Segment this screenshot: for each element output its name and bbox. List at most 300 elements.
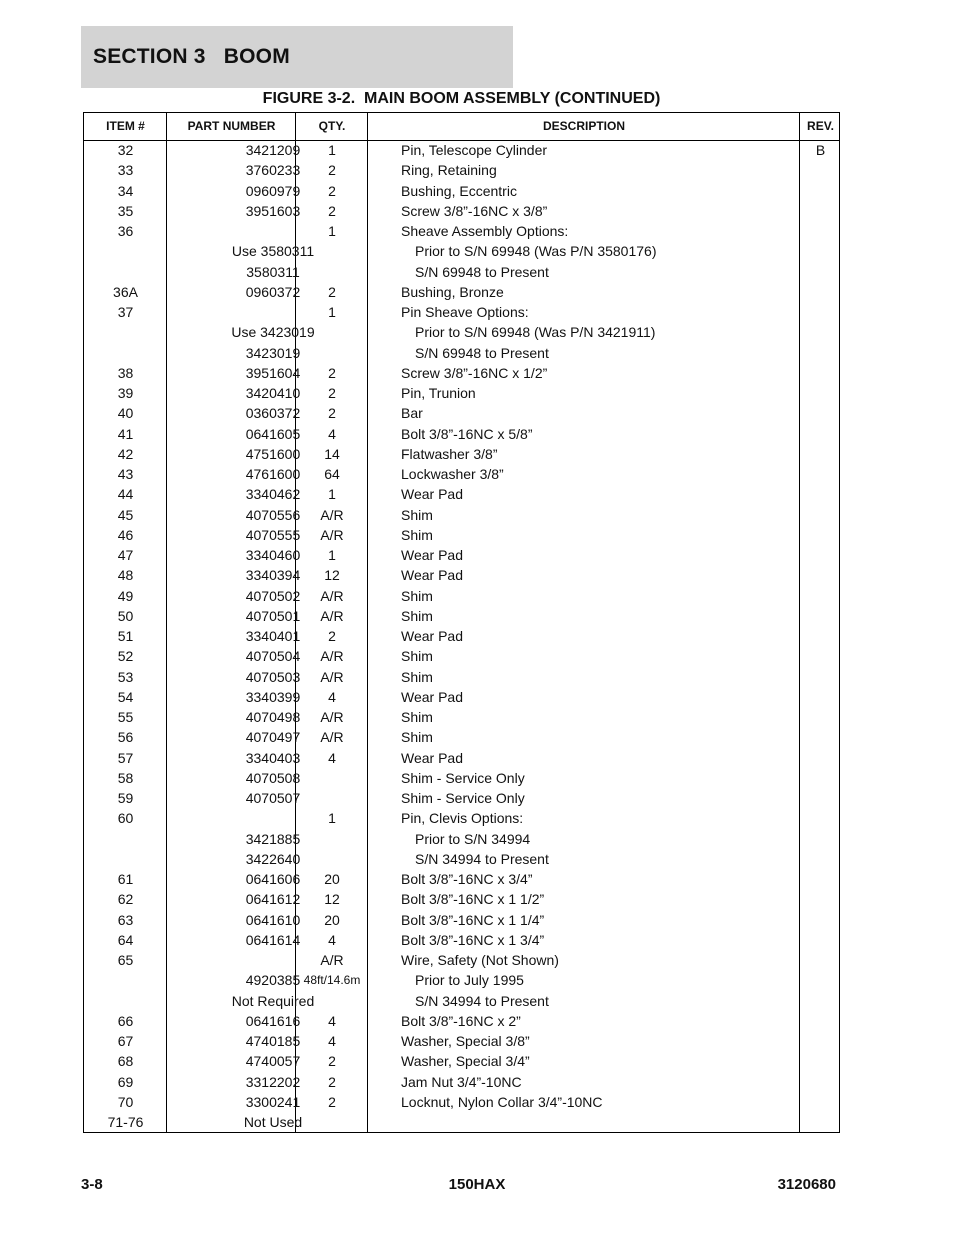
table-row [84, 160, 839, 180]
header-qty: QTY. [318, 119, 346, 133]
description-cell: Wear Pad [401, 688, 463, 705]
description-cell: Shim [401, 526, 433, 543]
rev-cell [800, 727, 841, 747]
part-number-cell: 3421209 [245, 142, 301, 158]
item-cell: 55 [117, 709, 134, 725]
qty-cell: 48ft/14.6m [303, 973, 361, 988]
table-body [84, 140, 839, 1132]
table-row [84, 808, 839, 828]
table-row [84, 140, 839, 160]
rev-cell [800, 687, 841, 707]
qty-cell: 64 [324, 466, 340, 482]
item-cell: 34 [117, 182, 134, 199]
part-number-cell: 4070502 [245, 587, 301, 604]
table-header [84, 113, 839, 141]
part-number-cell: 0360372 [245, 405, 301, 422]
description-cell: Shim [401, 607, 433, 624]
item-cell: 71-76 [107, 1114, 144, 1130]
rev-cell [800, 606, 841, 626]
item-cell [84, 343, 167, 363]
table-row [84, 505, 839, 525]
item-cell: 33 [117, 162, 134, 179]
description-cell: Shim [401, 648, 433, 665]
description-cell: Bolt 3/8”-16NC x 1 1/2” [401, 891, 545, 908]
part-number-cell: 4740057 [245, 1053, 301, 1070]
part-number-cell: 4070556 [245, 506, 301, 523]
description-cell: Pin, Telescope Cylinder [401, 142, 548, 158]
part-number-cell: 3423019 [245, 344, 301, 361]
table-row [84, 950, 839, 970]
item-cell: 40 [117, 405, 134, 422]
description-cell: Ring, Retaining [401, 162, 497, 179]
table-row [84, 991, 839, 1011]
rev-cell [800, 160, 841, 180]
part-number-cell: 4740185 [245, 1033, 301, 1049]
item-cell: 36 [117, 223, 134, 239]
part-number-cell: Use 3580311 [231, 243, 315, 260]
table-row [84, 768, 839, 788]
table-row [84, 707, 839, 727]
rev-cell [800, 1051, 841, 1071]
qty-cell: 4 [328, 931, 336, 948]
qty-cell: 4 [328, 1012, 336, 1029]
part-number-cell: 0960979 [245, 182, 301, 199]
item-cell: 35 [117, 202, 134, 219]
item-cell: 67 [117, 1033, 134, 1049]
item-cell: 66 [117, 1012, 134, 1029]
qty-cell: 1 [328, 142, 336, 158]
item-cell: 48 [117, 567, 134, 584]
item-cell: 58 [117, 769, 134, 786]
rev-cell [800, 808, 841, 828]
table-row [84, 322, 839, 342]
description-cell: Shim [401, 587, 433, 604]
table-row [84, 930, 839, 950]
description-cell: Pin, Clevis Options: [401, 810, 524, 827]
rev-cell [800, 829, 841, 849]
table-row [84, 464, 839, 484]
rev-cell [800, 181, 841, 201]
table-row [84, 910, 839, 930]
description-cell: Shim - Service Only [401, 769, 525, 786]
rev-cell [800, 241, 841, 261]
qty-cell: 4 [328, 688, 336, 705]
qty-cell: A/R [320, 506, 344, 523]
table-row [84, 221, 839, 241]
item-cell: 68 [117, 1053, 134, 1070]
rev-cell [800, 889, 841, 909]
item-cell [84, 262, 167, 282]
item-cell [84, 241, 167, 261]
item-cell: 38 [117, 364, 134, 381]
parts-table [83, 112, 840, 1133]
qty-cell: 4 [328, 425, 336, 442]
item-cell [84, 970, 167, 990]
table-row [84, 343, 839, 363]
rev-cell [800, 1092, 841, 1112]
table-row [84, 889, 839, 909]
part-number-cell: 3420410 [245, 385, 301, 401]
part-number-cell: 4920385 [245, 972, 301, 989]
part-number-cell: 0641612 [245, 891, 301, 908]
table-row [84, 201, 839, 221]
item-cell: 61 [117, 871, 134, 887]
item-cell: 59 [117, 790, 134, 806]
header-description: DESCRIPTION [542, 119, 625, 133]
item-cell: 42 [117, 445, 134, 462]
item-cell: 51 [117, 628, 134, 644]
qty-cell: 2 [328, 1073, 336, 1090]
item-cell: 65 [117, 952, 134, 968]
description-cell: Bolt 3/8”-16NC x 3/4” [401, 871, 533, 887]
part-number-cell: 4751600 [245, 445, 301, 462]
rev-cell [800, 565, 841, 585]
part-number-cell: 4070508 [245, 769, 301, 786]
table-row [84, 363, 839, 383]
description-cell: Washer, Special 3/8” [401, 1033, 530, 1049]
qty-cell [296, 849, 368, 869]
item-cell: 46 [117, 526, 134, 543]
rev-cell [800, 1072, 841, 1092]
qty-cell: A/R [320, 709, 344, 725]
table-row [84, 869, 839, 889]
item-cell: 39 [117, 385, 134, 401]
qty-cell: A/R [320, 952, 344, 968]
rev-cell [800, 383, 841, 403]
item-cell: 44 [117, 486, 134, 503]
rev-cell [800, 869, 841, 889]
rev-cell [800, 221, 841, 241]
item-cell [84, 829, 167, 849]
table-row [84, 565, 839, 585]
part-number-cell: 3312202 [245, 1073, 301, 1090]
description-cell: Shim [401, 668, 433, 685]
part-number-cell: 3951604 [245, 364, 301, 381]
description-cell: Bolt 3/8”-16NC x 1 3/4” [401, 931, 545, 948]
qty-cell: A/R [320, 607, 344, 624]
description-cell: Bushing, Bronze [401, 283, 504, 300]
description-cell: Wear Pad [401, 628, 463, 644]
rev-cell [800, 1112, 841, 1132]
description-cell: Lockwasher 3/8” [401, 466, 504, 482]
table-row [84, 788, 839, 808]
description-cell: Bushing, Eccentric [401, 182, 517, 199]
part-number-cell: 3760233 [245, 162, 301, 179]
rev-cell [800, 667, 841, 687]
rev-cell [800, 849, 841, 869]
item-cell [84, 991, 167, 1011]
item-cell: 47 [117, 547, 134, 563]
description-cell: Washer, Special 3/4” [401, 1053, 530, 1070]
table-row [84, 687, 839, 707]
rev-cell [800, 910, 841, 930]
item-cell: 52 [117, 648, 134, 665]
item-cell: 57 [117, 749, 134, 766]
table-row [84, 646, 839, 666]
description-cell: Bolt 3/8”-16NC x 5/8” [401, 425, 533, 442]
rev-cell [800, 262, 841, 282]
description-cell: S/N 34994 to Present [415, 850, 549, 867]
rev-cell [800, 970, 841, 990]
rev-cell [800, 525, 841, 545]
qty-cell: 1 [328, 547, 336, 563]
part-number-cell: Not Required [231, 992, 315, 1009]
item-cell: 43 [117, 466, 134, 482]
qty-cell [296, 322, 368, 342]
qty-cell: A/R [320, 648, 344, 665]
rev-cell [800, 302, 841, 322]
qty-cell: 2 [328, 385, 336, 401]
qty-cell: 2 [328, 202, 336, 219]
rev-cell [800, 788, 841, 808]
qty-cell [296, 241, 368, 261]
document-number: 3120680 [777, 1176, 836, 1193]
table-row [84, 241, 839, 261]
rev-cell [800, 505, 841, 525]
part-number-cell: 4070497 [245, 729, 301, 746]
table-row [84, 1011, 839, 1031]
item-cell: 62 [117, 891, 134, 908]
part-number-cell: 0641605 [245, 425, 301, 442]
description-cell: Bolt 3/8”-16NC x 2” [401, 1012, 521, 1029]
item-cell: 54 [117, 688, 134, 705]
item-cell: 32 [117, 142, 134, 158]
qty-cell: A/R [320, 526, 344, 543]
section-title: SECTION 3 BOOM [93, 45, 290, 68]
table-row [84, 282, 839, 302]
part-number-cell: 3340394 [245, 567, 301, 584]
part-number-cell: 3340401 [245, 628, 301, 644]
qty-cell: 20 [324, 911, 340, 928]
model-name: 150HAX [448, 1176, 506, 1193]
part-number-cell: 4070501 [245, 607, 301, 624]
rev-cell [800, 322, 841, 342]
rev-cell [800, 586, 841, 606]
table-row [84, 383, 839, 403]
description-cell: Prior to S/N 69948 (Was P/N 3580176) [415, 243, 657, 260]
description-cell: Pin, Trunion [401, 385, 476, 401]
qty-cell: 4 [328, 1033, 336, 1049]
part-number-cell: 3422640 [245, 850, 301, 867]
qty-cell: 2 [328, 283, 336, 300]
part-number-cell: 0641614 [245, 931, 301, 948]
part-number-cell: 0641606 [245, 871, 301, 887]
part-number-cell: 3580311 [246, 263, 300, 280]
table-row [84, 1092, 839, 1112]
part-number-cell: 0641616 [245, 1012, 301, 1029]
rev-cell [800, 748, 841, 768]
item-cell [84, 849, 167, 869]
table-row [84, 403, 839, 423]
part-number-cell: 3951603 [245, 202, 301, 219]
figure-title: FIGURE 3-2. MAIN BOOM ASSEMBLY (CONTINUED) [262, 90, 661, 107]
part-number-cell: 3300241 [245, 1093, 301, 1110]
description-cell: Wear Pad [401, 486, 463, 503]
rev-cell: B [815, 142, 826, 158]
description-cell: Sheave Assembly Options: [401, 223, 569, 239]
description-cell: Jam Nut 3/4”-10NC [401, 1073, 522, 1090]
qty-cell: 2 [328, 628, 336, 644]
table-row [84, 1031, 839, 1051]
table-row [84, 667, 839, 687]
table-row [84, 1051, 839, 1071]
table-row [84, 849, 839, 869]
description-cell: Pin Sheave Options: [401, 304, 529, 320]
table-row [84, 181, 839, 201]
description-cell: Prior to S/N 69948 (Was P/N 3421911) [415, 324, 656, 341]
qty-cell: 14 [324, 445, 340, 462]
qty-cell: 12 [324, 567, 340, 584]
item-cell: 63 [117, 911, 134, 928]
rev-cell [800, 343, 841, 363]
rev-cell [800, 282, 841, 302]
description-cell: Flatwasher 3/8” [401, 445, 498, 462]
rev-cell [800, 930, 841, 950]
description-cell: Shim [401, 729, 433, 746]
part-number-cell: 0641610 [245, 911, 301, 928]
part-number-cell: 4070503 [245, 668, 301, 685]
part-number-cell: Use 3423019 [231, 324, 315, 341]
qty-cell: A/R [320, 729, 344, 746]
description-cell [401, 1112, 800, 1132]
table-row [84, 586, 839, 606]
qty-cell: 2 [328, 364, 336, 381]
item-cell: 41 [117, 425, 134, 442]
rev-cell [800, 1031, 841, 1051]
qty-cell: 2 [328, 182, 336, 199]
item-cell: 50 [117, 607, 134, 624]
rev-cell [800, 991, 841, 1011]
item-cell: 60 [117, 810, 134, 827]
table-row [84, 525, 839, 545]
rev-cell [800, 1011, 841, 1031]
qty-cell: 1 [328, 223, 336, 239]
item-cell: 49 [117, 587, 134, 604]
rev-cell [800, 444, 841, 464]
qty-cell: 20 [324, 871, 340, 887]
description-cell: S/N 69948 to Present [415, 263, 549, 280]
header-rev: REV. [807, 119, 834, 133]
description-cell: Bolt 3/8”-16NC x 1 1/4” [401, 911, 545, 928]
description-cell: S/N 69948 to Present [415, 344, 549, 361]
item-cell: 64 [117, 931, 134, 948]
table-row [84, 424, 839, 444]
qty-cell: 12 [324, 891, 340, 908]
part-number-cell: 4070507 [245, 790, 301, 806]
qty-cell [296, 991, 368, 1011]
description-cell: Prior to July 1995 [415, 972, 524, 989]
table-row [84, 444, 839, 464]
item-cell: 70 [117, 1093, 134, 1110]
item-cell: 45 [117, 506, 134, 523]
qty-cell: 2 [328, 1093, 336, 1110]
header-part-number: PART NUMBER [187, 119, 276, 133]
description-cell: Shim [401, 709, 433, 725]
qty-cell: 1 [328, 810, 336, 827]
part-number-cell: Not Used [243, 1114, 303, 1130]
qty-cell: 2 [328, 162, 336, 179]
rev-cell [800, 707, 841, 727]
part-number-cell: 3340462 [245, 486, 301, 503]
table-row [84, 302, 839, 322]
rev-cell [800, 464, 841, 484]
table-row [84, 626, 839, 646]
description-cell: S/N 34994 to Present [415, 992, 549, 1009]
qty-cell [296, 343, 368, 363]
rev-cell [800, 768, 841, 788]
description-cell: Prior to S/N 34994 [415, 830, 531, 847]
rev-cell [800, 424, 841, 444]
part-number-cell: 3421885 [245, 830, 301, 847]
part-number-cell: 3340460 [245, 547, 301, 563]
item-cell: 37 [117, 304, 134, 320]
qty-cell [296, 829, 368, 849]
item-cell: 56 [117, 729, 134, 746]
item-cell: 36A [113, 283, 138, 300]
qty-cell: 2 [328, 405, 336, 422]
description-cell: Locknut, Nylon Collar 3/4”-10NC [401, 1093, 603, 1110]
header-item: ITEM # [106, 119, 145, 133]
rev-cell [800, 403, 841, 423]
part-number-cell: 4070504 [245, 648, 301, 665]
qty-cell [296, 1112, 368, 1132]
table-row [84, 545, 839, 565]
rev-cell [800, 545, 841, 565]
item-cell: 69 [117, 1073, 134, 1090]
rev-cell [800, 201, 841, 221]
description-cell: Shim - Service Only [401, 790, 525, 806]
rev-cell [800, 363, 841, 383]
description-cell: Shim [401, 506, 433, 523]
rev-cell [800, 484, 841, 504]
part-number-cell: 4761600 [245, 466, 301, 482]
table-row [84, 727, 839, 747]
qty-cell: 4 [328, 749, 336, 766]
item-cell [84, 322, 167, 342]
section-banner [81, 26, 513, 88]
part-number-cell: 3340399 [245, 688, 301, 705]
description-cell: Screw 3/8”-16NC x 3/8” [401, 202, 548, 219]
qty-cell [296, 262, 368, 282]
rev-cell [800, 950, 841, 970]
description-cell: Wear Pad [401, 567, 463, 584]
table-row [84, 262, 839, 282]
rev-cell [800, 646, 841, 666]
description-cell: Screw 3/8”-16NC x 1/2” [401, 364, 548, 381]
table-row [84, 484, 839, 504]
table-row [84, 829, 839, 849]
table-row [84, 748, 839, 768]
description-cell: Wear Pad [401, 749, 463, 766]
item-cell: 53 [117, 668, 134, 685]
table-row [84, 970, 839, 990]
description-cell: Wire, Safety (Not Shown) [401, 952, 559, 968]
qty-cell: A/R [320, 587, 344, 604]
rev-cell [800, 626, 841, 646]
qty-cell: 1 [328, 304, 336, 320]
part-number-cell: 4070555 [245, 526, 301, 543]
qty-cell: 1 [328, 486, 336, 503]
part-number-cell: 4070498 [245, 709, 301, 725]
table-row [84, 606, 839, 626]
part-number-cell: 3340403 [245, 749, 301, 766]
part-number-cell: 0960372 [245, 283, 301, 300]
page-number: 3-8 [81, 1176, 103, 1193]
table-row [84, 1112, 839, 1132]
qty-cell: A/R [320, 668, 344, 685]
qty-cell [296, 768, 368, 788]
table-row [84, 1072, 839, 1092]
